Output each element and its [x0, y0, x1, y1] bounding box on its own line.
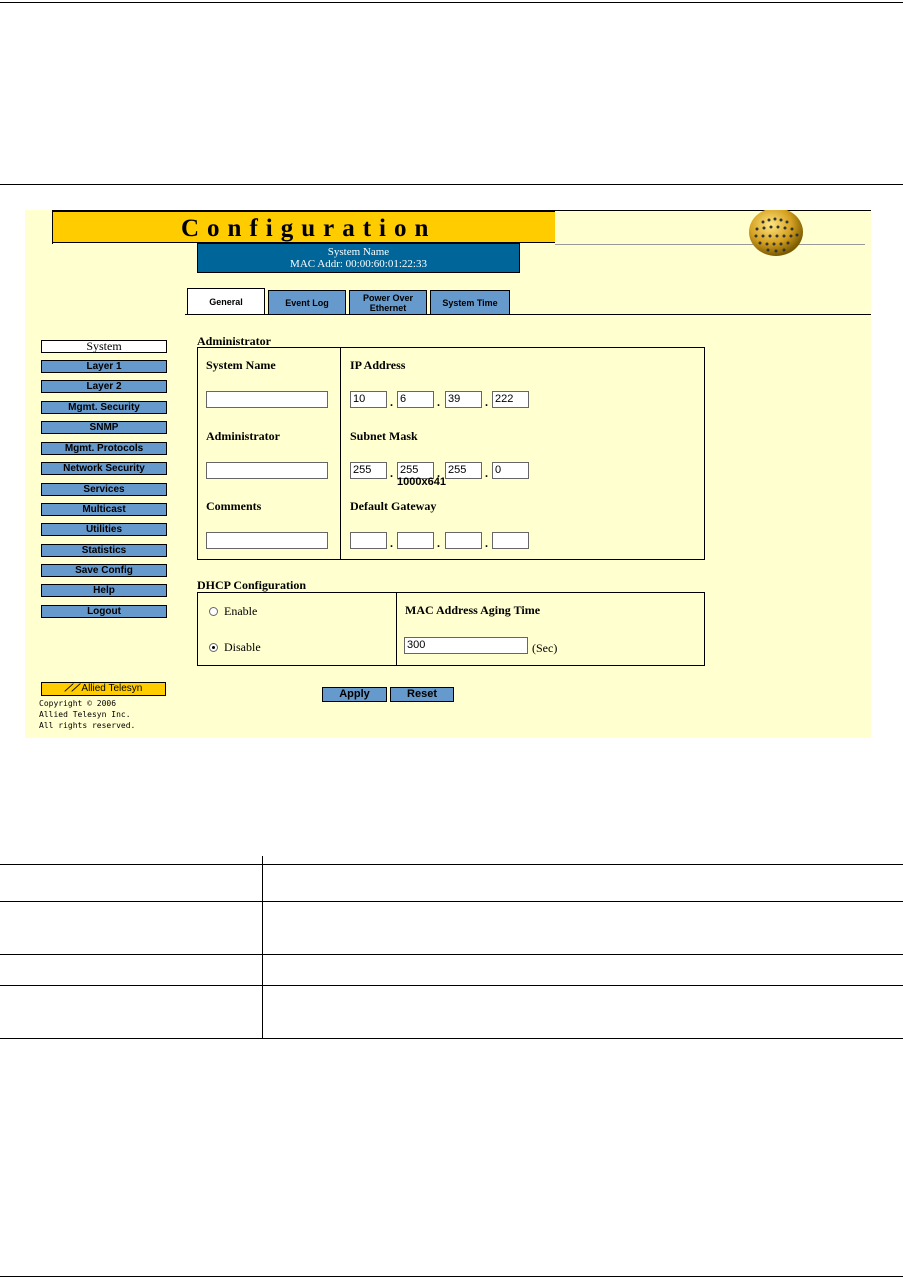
- copyright: Copyright © 2006 Allied Telesyn Inc. All rights reserved.: [39, 699, 136, 730]
- image-size-overlay: 1000x641: [397, 476, 446, 488]
- separator: .: [390, 395, 393, 409]
- subnet-octet-2-input[interactable]: 255: [397, 462, 434, 479]
- tab-strip-line: [185, 314, 871, 315]
- system-info-box: [197, 243, 520, 273]
- footer-rule: [0, 1276, 903, 1277]
- dhcp-section-title: DHCP Configuration: [197, 578, 307, 592]
- gateway-octet-3-input[interactable]: [445, 532, 482, 549]
- mac-aging-input[interactable]: 300: [404, 637, 528, 654]
- sidebar-item-mgmt-protocols[interactable]: Mgmt. Protocols: [41, 442, 167, 455]
- separator: .: [485, 395, 488, 409]
- globe-logo-icon: [747, 210, 805, 258]
- description-table: [0, 856, 903, 1039]
- administrator-section-title: Administrator: [197, 334, 271, 348]
- top-rule: [0, 2, 903, 3]
- configuration-banner: [53, 210, 555, 243]
- system-name-text: System Name: [327, 246, 390, 258]
- tab-system-time[interactable]: System Time: [430, 290, 510, 314]
- ip-octet-2-input[interactable]: 6: [397, 391, 434, 408]
- gateway-octet-2-input[interactable]: [397, 532, 434, 549]
- subnet-octet-3-input[interactable]: 255: [445, 462, 482, 479]
- tab-power-over-ethernet[interactable]: Power Over Ethernet: [349, 290, 427, 314]
- mac-aging-unit: (Sec): [532, 641, 558, 655]
- subnet-octet-4-input[interactable]: 0: [492, 462, 529, 479]
- dhcp-enable-label: Enable: [224, 604, 258, 618]
- system-name-label: System Name: [206, 358, 276, 372]
- mac-aging-label: MAC Address Aging Time: [405, 603, 541, 617]
- sidebar-item-mgmt-security[interactable]: Mgmt. Security: [41, 401, 167, 414]
- gateway-octet-1-input[interactable]: [350, 532, 387, 549]
- separator: .: [485, 536, 488, 550]
- reset-button[interactable]: Reset: [390, 687, 454, 702]
- tab-event-log[interactable]: Event Log: [268, 290, 346, 314]
- table-row: [0, 901, 903, 954]
- ip-octet-3-input[interactable]: 39: [445, 391, 482, 408]
- tab-general[interactable]: General: [187, 288, 265, 314]
- sidebar-item-statistics[interactable]: Statistics: [41, 544, 167, 557]
- table-row: [0, 856, 903, 864]
- gateway-octet-4-input[interactable]: [492, 532, 529, 549]
- allied-telesyn-logo[interactable]: ⟋⟋ Allied Telesyn: [41, 682, 166, 696]
- top-frame-line: [555, 210, 871, 211]
- administrator-input[interactable]: [206, 462, 328, 479]
- separator: .: [390, 536, 393, 550]
- header-divider: [555, 244, 865, 245]
- dhcp-disable-radio[interactable]: [209, 643, 218, 652]
- sidebar-item-help[interactable]: Help: [41, 584, 167, 597]
- system-name-input[interactable]: [206, 391, 328, 408]
- default-gateway-label: Default Gateway: [350, 499, 437, 513]
- separator: .: [437, 395, 440, 409]
- ip-octet-4-input[interactable]: 222: [492, 391, 529, 408]
- sidebar-item-utilities[interactable]: Utilities: [41, 523, 167, 536]
- administrator-panel: [197, 347, 705, 560]
- table-row: [0, 954, 903, 985]
- separator: .: [437, 536, 440, 550]
- administrator-divider: [340, 347, 341, 560]
- administrator-label: Administrator: [206, 429, 280, 443]
- sidebar-item-logout[interactable]: Logout: [41, 605, 167, 618]
- dhcp-divider: [396, 592, 397, 666]
- table-row: [0, 985, 903, 1038]
- sidebar-item-layer-1[interactable]: Layer 1: [41, 360, 167, 373]
- sidebar-item-services[interactable]: Services: [41, 483, 167, 496]
- mac-addr-text: MAC Addr: 00:00:60:01:22:33: [290, 258, 427, 270]
- sidebar-item-snmp[interactable]: SNMP: [41, 421, 167, 434]
- comments-label: Comments: [206, 499, 262, 513]
- table-header-row: [0, 864, 903, 901]
- logo-mark-icon: ⟋⟋: [64, 683, 82, 694]
- subnet-octet-1-input[interactable]: 255: [350, 462, 387, 479]
- sidebar-item-save-config[interactable]: Save Config: [41, 564, 167, 577]
- dhcp-enable-radio[interactable]: [209, 607, 218, 616]
- separator: .: [390, 466, 393, 480]
- ip-address-label: IP Address: [350, 358, 406, 372]
- web-ui-screenshot: [25, 210, 871, 738]
- sidebar-item-system[interactable]: System: [41, 340, 167, 353]
- sidebar-item-layer-2[interactable]: Layer 2: [41, 380, 167, 393]
- comments-input[interactable]: [206, 532, 328, 549]
- apply-button[interactable]: Apply: [322, 687, 387, 702]
- subnet-mask-label: Subnet Mask: [350, 429, 418, 443]
- page-title: Configuration: [181, 215, 437, 242]
- separator: .: [437, 466, 440, 480]
- sidebar-item-multicast[interactable]: Multicast: [41, 503, 167, 516]
- header-rule: [0, 184, 903, 185]
- sidebar-item-network-security[interactable]: Network Security: [41, 462, 167, 475]
- separator: .: [485, 466, 488, 480]
- ip-octet-1-input[interactable]: 10: [350, 391, 387, 408]
- dhcp-disable-label: Disable: [224, 640, 261, 654]
